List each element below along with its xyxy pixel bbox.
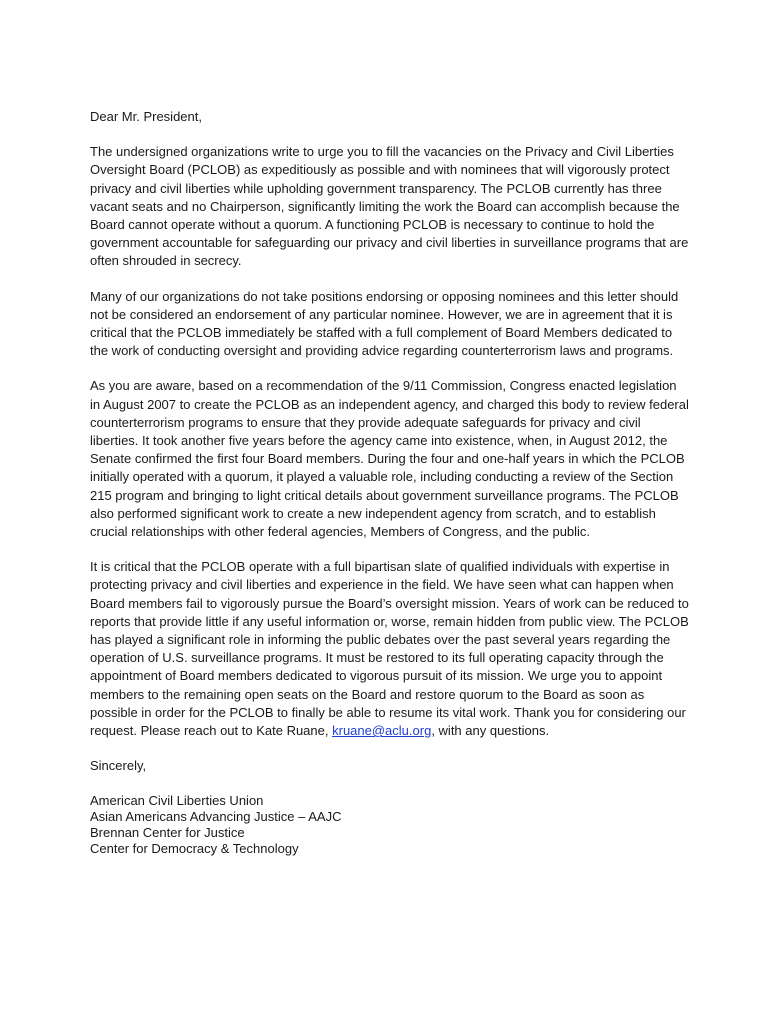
signatory-item: Brennan Center for Justice [90, 825, 245, 841]
paragraph-nominees: Many of our organizations do not take positions endorsing or opposing nominees and this letter should not be considered an endorsement of any particular nominee. However, we are in agreement that it is critical that the PCLOB immediately be staffed with a full complement of Board Members dedicated to the work of conducting oversight and providing advice regarding counterterrorism laws and programs. [90, 288, 679, 359]
signatory-item: Center for Democracy & Technology [90, 841, 299, 857]
paragraph-request [90, 558, 690, 740]
paragraph-vacancies: The undersigned organizations write to urge you to fill the vacancies on the Privacy and Civil Liberties Oversight Board (PCLOB) as expeditiously as possible and with nominees that will vigorously protect privacy and civil liberties while upholding government transparency. The PCLOB currently has three vacant seats and no Chairperson, significantly limiting the work the Board can accomplish because the Board cannot operate without a quorum. A functioning PCLOB is necessary to continue to hold the government accountable for safeguarding our privacy and civil liberties in surveillance programs that are often shrouded in secrecy. [90, 144, 689, 269]
letter-page [90, 108, 690, 858]
paragraph-request-tail: , with any questions. [431, 723, 550, 739]
paragraph-request-text: It is critical that the PCLOB operate with a full bipartisan slate of qualified individuals with expertise in protecting privacy and civil liberties and experience in the field. We have seen what can happen when Board members fail to vigorously pursue the Board’s oversight mission. Years of work can be reduced to reports that provide little if any useful information or, worse, remain hidden from public view. The PCLOB has played a significant role in informing the public debates over the past several years regarding the operation of U.S. surveillance programs. It must be restored to its full operating capacity through the appointment of Board members dedicated to vigorous pursuit of its mission. We urge you to appoint members to the remaining open seats on the Board and restore quorum to the Board as soon as possible in order for the PCLOB to finally be able to resume its vital work. Thank you for considering our request. Please reach out to Kate Ruane, [90, 559, 689, 739]
email-link[interactable]: kruane@aclu.org [332, 723, 432, 739]
paragraph-history: As you are aware, based on a recommendation of the 9/11 Commission, Congress enacted legislation in August 2007 to create the PCLOB as an independent agency, and charged this body to review federal counterterrorism programs to ensure that they provide adequate safeguards for privacy and civil liberties. It took another five years before the agency came into existence, when, in August 2012, the Senate confirmed the first four Board members. During the four and one-half years in which the PCLOB initially operated with a quorum, it played a valuable role, including conducting a review of the Section 215 program and bringing to light critical details about government surveillance programs. The PCLOB also performed significant work to create a new independent agency from scratch, and to establish crucial relationships with other federal agencies, Members of Congress, and the public. [90, 378, 689, 540]
signatory-list [90, 793, 690, 858]
closing: Sincerely, [90, 758, 147, 774]
signatory-item: Asian Americans Advancing Justice – AAJC [90, 808, 342, 824]
salutation: Dear Mr. President, [90, 109, 202, 124]
signatory-item: American Civil Liberties Union [90, 792, 264, 808]
